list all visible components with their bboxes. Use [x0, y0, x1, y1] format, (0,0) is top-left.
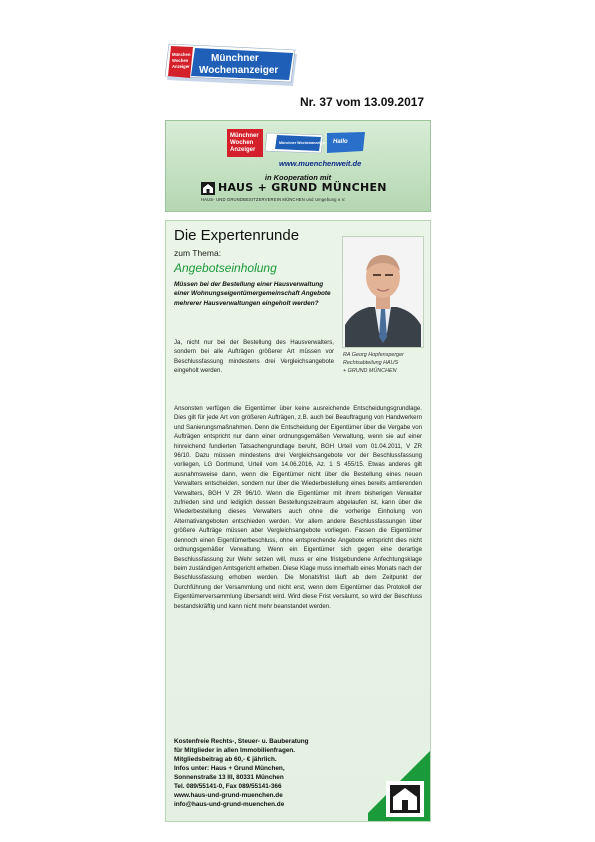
info-line: Kostenfreie Rechts-, Steuer- u. Bauberatung — [174, 738, 309, 745]
info-line-phone: Tel. 089/55141-0, Fax 089/55141-366 — [174, 783, 282, 790]
mini-logo-1-line3: Anzeiger — [230, 147, 256, 153]
info-line: Infos unter: Haus + Grund München, — [174, 765, 285, 772]
info-line: Sonnenstraße 13 III, 80331 München — [174, 774, 284, 781]
muenchner-wochenanzeiger-logo — [163, 40, 303, 90]
svg-text:München: München — [172, 52, 191, 57]
article-topic: Angebotseinholung — [174, 261, 277, 275]
kooperation-text: in Kooperation mit — [264, 173, 332, 182]
banner-url[interactable]: www.muenchenweit.de — [279, 159, 362, 168]
info-line-website[interactable]: www.haus-und-grund-muenchen.de — [174, 792, 283, 799]
article-question: Müssen bei der Bestellung einer Hausverwaltung einer Wohnungseigentümergemeinschaft Angebote mehrerer Hausverwaltungen eingeholt werden? — [174, 281, 331, 307]
issue-number: Nr. 37 vom 13.09.2017 — [300, 95, 425, 109]
logo-line1: Münchner — [211, 53, 259, 64]
info-line: Mitgliedsbeitrag ab 60,- € jährlich. — [174, 756, 277, 763]
svg-text:Anzeiger: Anzeiger — [172, 64, 190, 69]
portrait-caption — [343, 351, 427, 375]
article-subtitle: zum Thema: — [174, 248, 222, 258]
house-icon — [201, 182, 215, 195]
expert-portrait — [342, 236, 424, 348]
caption-line: Rechtsabteilung HAUS — [343, 360, 399, 366]
mini-logo-2: Münchner Wochenanzeiger — [279, 141, 326, 145]
org-subtitle: HAUS- UND GRUNDBESITZERVEREIN MÜNCHEN und Umgebung e.V. — [201, 197, 346, 202]
logo-line2: Wochenanzeiger — [199, 65, 279, 76]
article-title: Die Expertenrunde — [174, 227, 300, 244]
caption-line: + GRUND MÜNCHEN — [343, 368, 397, 374]
cooperation-banner — [165, 120, 431, 212]
article-body-intro: Ja, nicht nur bei der Bestellung des Hausverwalters, sondern bei alle Aufträgen größerer Art müssen vor Beschlussfassung mindestens drei Vergleichsangebote eingeholt werden. — [174, 339, 334, 375]
haus-grund-corner-logo — [368, 751, 430, 821]
mini-logo-1-line1: Münchner — [230, 133, 259, 139]
org-title: HAUS + GRUND MÜNCHEN — [218, 181, 387, 194]
mini-logo-1-line2: Wochen — [230, 140, 254, 146]
info-line: für Mitglieder in allen Immobilienfragen. — [174, 747, 296, 754]
info-line-email[interactable]: info@haus-und-grund-muenchen.de — [174, 801, 285, 808]
partner-logos — [227, 129, 367, 159]
membership-info — [174, 737, 374, 809]
article-body-main: Ansonsten verfügen die Eigentümer über keine ausreichende Entscheidungsgrundlage. Dies gilt für jede Art von größeren Aufträgen, z.B. auch bei Beauftragung von Handwerkern und Sanierungsmaßnahmen. Denn die Entscheidung der Eigentümer über die Vergabe von Aufträgen entspricht nur dann einer ordnungsgemäßen Verwaltung, wenn sie auf einer hinreichend fundierten Tatsachengrundlage beruht, BGH Urteil vom 01.04.2011, V ZR 96/10. Dazu müssen mindestens drei Vergleichsangebote vor der Beschlussfassung vorliegen, LG Dortmund, Urteil vom 14.06.2016, Az. 1 S 455/15. Etwas anderes gilt ausnahmsweise dann, wenn die Eigentümer nicht über die Bestellung eines neuen Verwalters entscheiden, sondern nur über die Wiederbestellung eines bereits amtierenden Verwalters, BGH V ZR 96/10. Wenn die Eigentümer mit ihrem bisherigen Verwalter zufrieden sind und lediglich dessen Bestellungszeitraum abgelaufen ist, kann über die Wiederbestellung dieses Verwalters auch ohne die vorherige Einholung von Alternativangeboten entschieden werden. Vor allem andere Beschlussfassungen über größere Aufträge müssen aber Vergleichsangebote vorliegen. Fassen die Eigentümer dennoch einen Eigentümerbeschluss, ohne entsprechende Angebote entspricht dies nicht ordnungsgemäßer Verwaltung. Wenn ein Eigentümer sich gegen eine derartige Beschlussfassung zur Wehr setzen will, muss er eine fristgebundene Anfechtungsklage beim zuständigen Amtsgericht erheben. Diese Klage muss innerhalb eines Monats nach der Beschlussfassung erhoben werden. Die Monatsfrist läuft ab dem Zeitpunkt der Durchführung der Versammlung und nicht erst, wenn dem Eigentümer das Protokoll der Eigentümerversammlung übersandt wird. Wird diese Frist versäumt, so wird der Beschluss bestandskräftig und kann nicht mehr beanstandet werden. — [174, 405, 422, 610]
mini-logo-3: Hallo — [333, 139, 348, 145]
article-box — [165, 220, 431, 822]
caption-line: RA Georg Hopfensperger — [343, 352, 404, 358]
svg-text:Wochen: Wochen — [172, 58, 189, 63]
